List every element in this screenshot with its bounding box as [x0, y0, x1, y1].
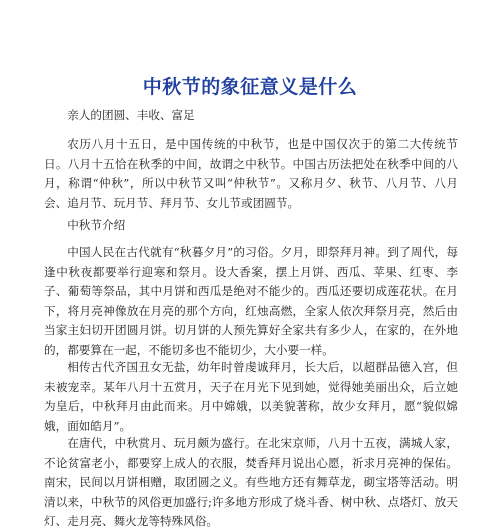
paragraph-history: 在唐代，中秋赏月、玩月颇为盛行。在北宋京师，八月十五夜，满城人家，不论贫富老小，都要穿上成人的衣服，焚香拜月说出心愿，祈求月亮神的保佑。南宋，民间以月饼相赠，取团圆之义。有些地方还有舞草龙，砌宝塔等活动。明清以来，中秋节的风俗更加盛行;许多地方形成了烧斗香、树中秋、点塔灯、放天灯、走月亮、舞火龙等特殊风俗。 — [44, 436, 458, 528]
paragraph-intro: 农历八月十五日，是中国传统的中秋节，也是中国仅次于的第二大传统节日。八月十五恰在秋季的中间，故谓之中秋节。中国古历法把处在秋季中间的八月，称谓“仲秋”，所以中秋节又叫“仲秋节”。又称月夕、秋节、八月节、八月会、追月节、玩月节、拜月节、女儿节或团圆节。 — [44, 137, 458, 210]
paragraph-legend: 相传古代齐国丑女无盐，幼年时曾虔诚拜月，长大后，以超群品德入宫，但未被宠幸。某年八月十五赏月，天子在月光下见到她，觉得她美丽出众，后立她为皇后，中秋拜月由此而来。月中嫦娥，以美貌著称，故少女拜月，愿“貌似嫦娥，面如皓月”。 — [44, 360, 458, 433]
article-subtitle: 亲人的团圆、丰收、富足 — [67, 108, 195, 122]
paragraph-festival-intro: 中国人民在古代就有“秋暮夕月”的习俗。夕月，即祭拜月神。到了周代，每逢中秋夜都要举行迎寒和祭月。设大香案，摆上月饼、西瓜、苹果、红枣、李子、葡萄等祭品，其中月饼和西瓜是绝对不能少的。西瓜还要切成莲花状。在月下，将月亮神像放在月亮的那个方向，红烛高燃，全家人依次拜祭月亮，然后由当家主妇切开团圆月饼。切月饼的人预先算好全家共有多少人，在家的，在外地的，都要算在一起，不能切多也不能切少，大小要一样。 — [44, 245, 458, 357]
section-heading: 中秋节介绍 — [67, 218, 126, 232]
article-title: 中秋节的象征意义是什么 — [142, 76, 358, 98]
